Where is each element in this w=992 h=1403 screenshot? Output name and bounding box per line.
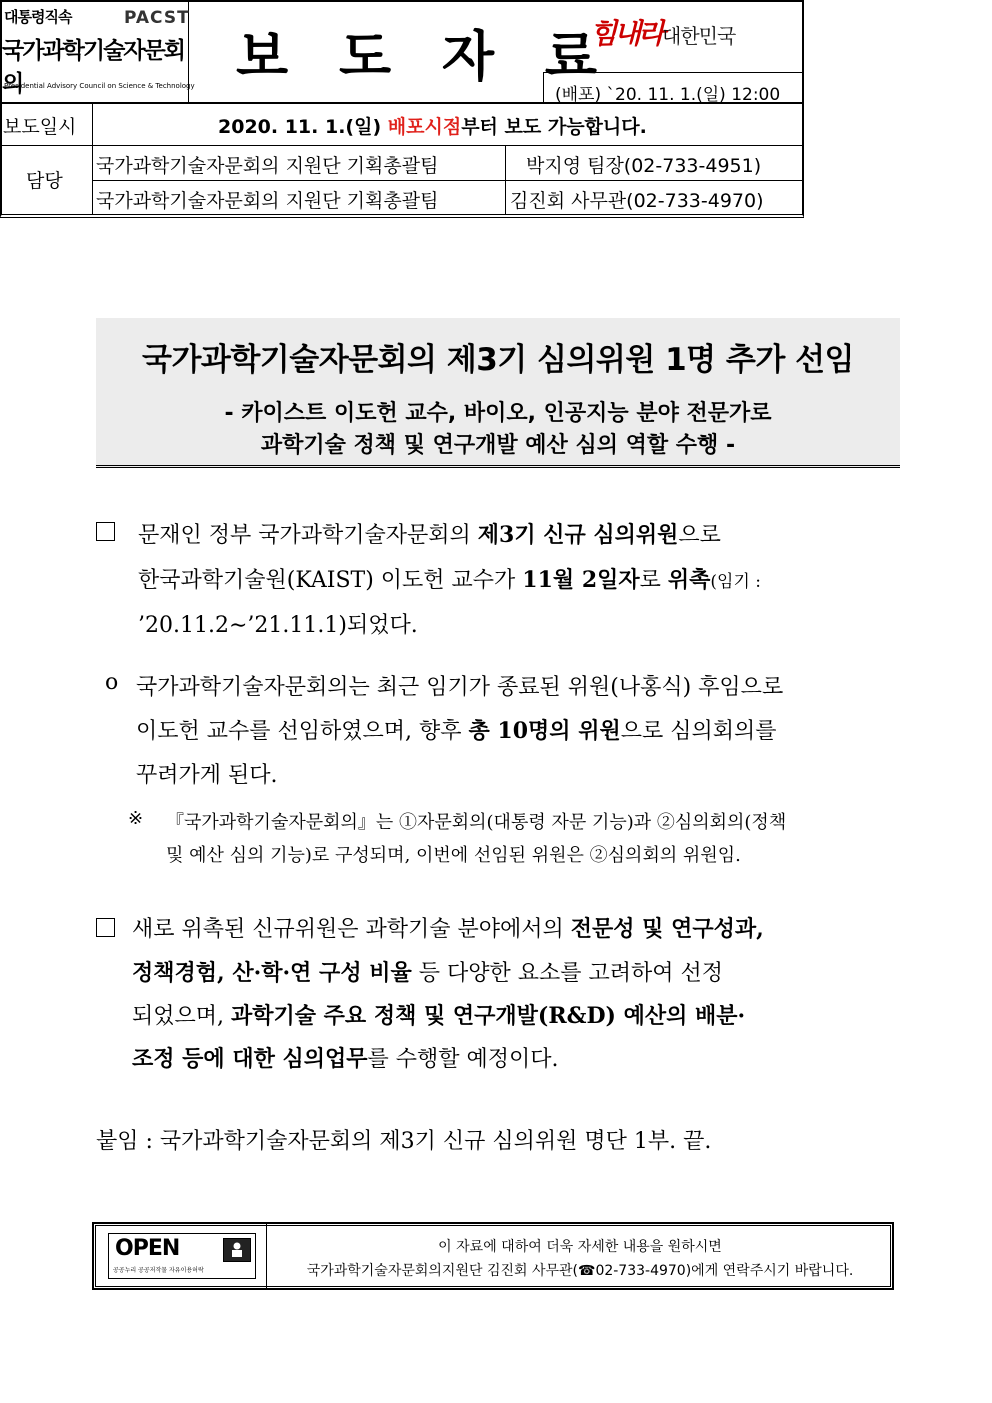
p2-text-2a: 이도헌 교수를 선임하였으며, 향후 <box>136 719 469 744</box>
headline-subtitle-1: - 카이스트 이도헌 교수, 바이오, 인공지능 분야 전문가로 <box>224 401 772 426</box>
contact-person-2: 김진회 사무관(02-733-4970) <box>510 190 764 212</box>
p2-line-1: 국가과학기술자문회의는 최근 임기가 종료된 위원(나홍식) 후임으로 <box>136 675 784 700</box>
contact-person-1: 박지영 팀장(02-733-4951) <box>526 155 762 177</box>
p2-bullet: o <box>105 670 119 695</box>
headline-box <box>96 318 900 468</box>
slogan-logo <box>590 10 750 62</box>
p1-text-1c: 으로 <box>678 523 721 548</box>
p1-line-3: ’20.11.2∼’21.11.1)되었다. <box>138 613 418 638</box>
p3-text-4b: 를 수행할 예정이다. <box>367 1047 559 1072</box>
org-name: 국가과학기술자문회의 <box>2 38 184 97</box>
pacst-logo <box>2 2 195 100</box>
headline-subtitle-2: 과학기술 정책 및 연구개발 예산 심의 역할 수행 - <box>260 433 736 458</box>
release-label: 보도일시 <box>3 116 77 138</box>
contact-team-1: 국가과학기술자문회의 지원단 기획총괄팀 <box>96 155 439 177</box>
org-abbr: PACST <box>124 8 190 28</box>
doc-type-title: 보 도 자 료 <box>236 25 614 88</box>
p1-line-2 <box>138 563 761 594</box>
release-highlight: 배포시점 <box>387 116 462 138</box>
p1-text-2c: 로 <box>639 568 668 593</box>
note-mark: ※ <box>128 808 144 829</box>
p1-bold-1: 제3기 신규 심의위원 <box>477 522 679 548</box>
org-top-label: 대통령직속 <box>4 8 72 26</box>
p1-text-2a: 한국과학기술원(KAIST) 이도헌 교수가 <box>138 568 523 593</box>
p3-text-2b: 등 다양한 요소를 고려하여 선정 <box>411 961 723 986</box>
p3-bold-3: 과학기술 주요 정책 및 연구개발(R&D) 예산의 배분· <box>231 1003 746 1029</box>
footer-line-2: 국가과학기술자문회의지원단 김진회 사무관(☎02-733-4970)에게 연락주시기 바랍니다. <box>306 1263 854 1279</box>
note-line-2: 및 예산 심의 기능)로 구성되며, 이번에 선임된 위원은 ②심의회의 위원임. <box>166 845 741 866</box>
headline-title: 국가과학기술자문회의 제3기 심의위원 1명 추가 선임 <box>142 342 854 378</box>
contact-team-2: 국가과학기술자문회의 지원단 기획총괄팀 <box>96 190 439 212</box>
square-bullet-1 <box>96 522 115 544</box>
p3-bold-4: 조정 등에 대한 심의업무 <box>132 1046 368 1072</box>
p3-line-2 <box>132 956 723 987</box>
p3-text-3a: 되었으며, <box>132 1004 231 1029</box>
p1-bold-3: 위촉 <box>667 567 711 593</box>
p2-text-2c: 으로 심의회의를 <box>620 719 777 744</box>
contact-label: 담당 <box>26 170 63 192</box>
kogl-open-logo <box>108 1233 256 1279</box>
p1-text-1a: 문재인 정부 국가과학기술자문회의 <box>138 523 478 548</box>
release-suffix: 부터 보도 가능합니다. <box>461 116 647 138</box>
square-bullet-2 <box>96 918 115 940</box>
org-english: Presidential Advisory Council on Science & Technology <box>4 82 195 90</box>
footer-line-1: 이 자료에 대하여 더욱 자세한 내용을 원하시면 <box>438 1239 722 1255</box>
p1-bold-2: 11월 2일자 <box>522 567 640 593</box>
p1-line-1 <box>138 518 721 549</box>
open-logo-text: OPEN <box>115 1236 180 1261</box>
attachment-line: 붙임 : 국가과학기술자문회의 제3기 신규 심의위원 명단 1부. 끝. <box>96 1129 712 1154</box>
release-date: 2020. 11. 1.(일) <box>218 116 382 138</box>
p3-bold-1: 전문성 및 연구성과, <box>570 916 764 942</box>
p3-line-1 <box>132 912 764 943</box>
contact-footer <box>92 1222 894 1290</box>
p3-line-4 <box>132 1042 559 1073</box>
open-logo-subtext: 공공누리 공공저작물 자유이용허락 <box>113 1267 204 1274</box>
slogan-script: 힘내라 <box>590 17 663 50</box>
p3-text-1a: 새로 위촉된 신규위원은 과학기술 분야에서의 <box>132 917 571 942</box>
slogan-text: 대한민국 <box>662 24 736 48</box>
distribution-time: (배포) `20. 11. 1.(일) 12:00 <box>555 85 781 105</box>
p1-term-label: (임기 : <box>710 572 762 592</box>
attribution-icon <box>223 1238 251 1262</box>
p2-bold: 총 10명의 위원 <box>468 718 621 744</box>
p3-line-3 <box>132 999 745 1030</box>
release-info <box>218 112 647 139</box>
p2-line-3: 꾸려가게 된다. <box>136 763 278 788</box>
p2-line-2 <box>136 714 776 745</box>
note-line-1: 『국가과학기술자문회의』는 ①자문회의(대통령 자문 기능)과 ②심의회의(정책 <box>166 812 787 833</box>
press-header-table <box>0 0 804 218</box>
p3-bold-2: 정책경험, 산·학·연 구성 비율 <box>132 960 412 986</box>
